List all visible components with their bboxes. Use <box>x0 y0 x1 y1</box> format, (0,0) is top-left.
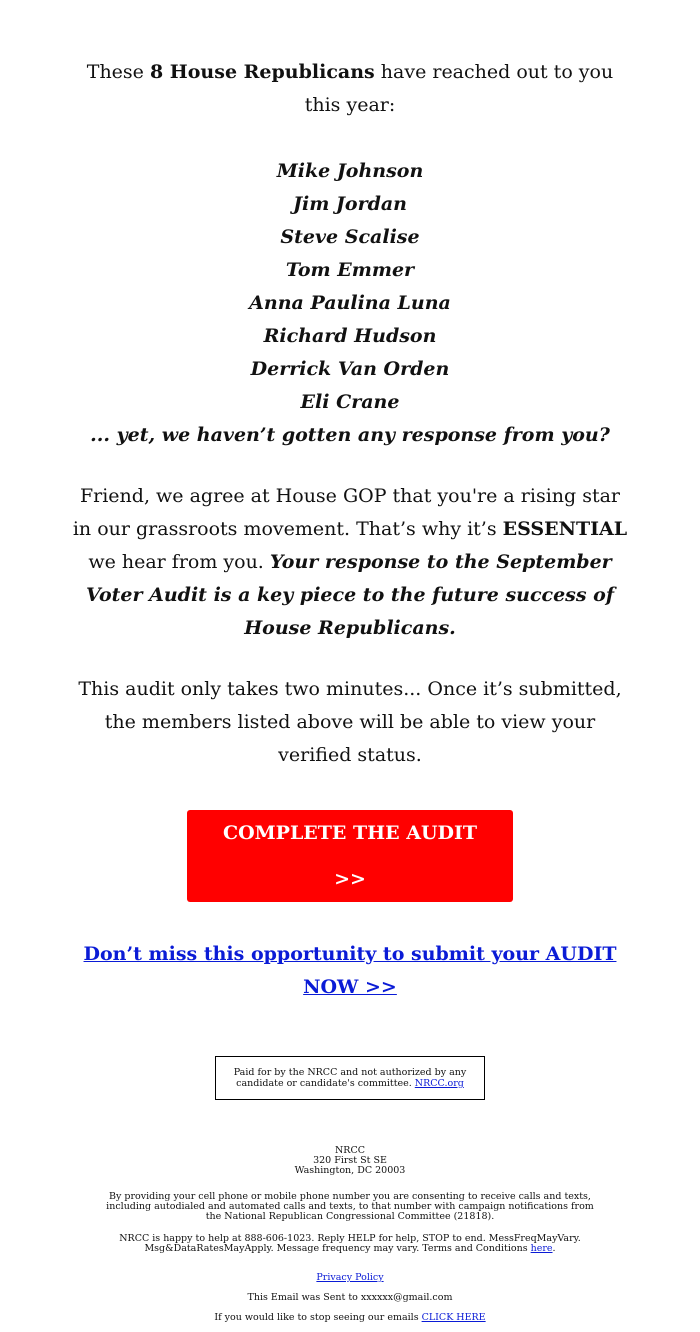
member-name: Tom Emmer <box>285 259 415 281</box>
nrcc-site-link[interactable]: NRCC.org <box>414 1078 464 1089</box>
paid-for-disclaimer <box>215 1056 485 1100</box>
member-name: Richard Hudson <box>263 325 437 347</box>
address-street: 320 First St SE <box>313 1155 387 1166</box>
complete-audit-button[interactable]: COMPLETE THE AUDIT >> <box>187 810 513 902</box>
intro-paragraph <box>70 56 630 122</box>
mailing-address <box>70 1146 630 1176</box>
terms-link[interactable]: here <box>530 1243 553 1254</box>
friend-paragraph <box>70 480 630 645</box>
address-org: NRCC <box>334 1145 365 1156</box>
unsubscribe-text: If you would like to stop seeing our emails <box>214 1312 422 1323</box>
unsubscribe-row <box>70 1313 630 1323</box>
member-name: Jim Jordan <box>292 193 407 215</box>
privacy-policy-link[interactable]: Privacy Policy <box>316 1272 384 1283</box>
friend-text-2: we hear from you. <box>88 551 270 573</box>
audit-importance-text: Your response to the September Voter Audit is a key piece to the future success of House Republicans. <box>85 551 615 639</box>
response-question: ... yet, we haven’t gotten any response from you? <box>90 424 610 446</box>
unsubscribe-link[interactable]: CLICK HERE <box>421 1312 486 1323</box>
member-name: Steve Scalise <box>280 226 420 248</box>
sent-to-text: This Email was Sent to xxxxxx@gmail.com <box>247 1292 453 1303</box>
essential-text: ESSENTIAL <box>502 518 628 540</box>
intro-suffix: have reached out to you this year: <box>304 61 614 116</box>
friend-text-1: Friend, we agree at House GOP that you're a rising star in our grassroots movement. That’s why it’s <box>72 485 621 540</box>
intro-prefix: These <box>86 61 150 83</box>
address-city: Washington, DC 20003 <box>294 1165 406 1176</box>
sms-consent-text: By providing your cell phone or mobile phone number you are consenting to receive calls and texts, including autodialed and automated calls and texts, to that number with campaign notifications from the National Republican Congressional Committee (21818). <box>106 1191 594 1222</box>
email-body <box>70 0 630 1323</box>
member-list <box>70 155 630 452</box>
intro-count: 8 House Republicans <box>149 61 375 83</box>
audit-link-paragraph <box>70 938 630 1004</box>
member-name: Anna Paulina Luna <box>249 292 451 314</box>
member-name: Derrick Van Orden <box>250 358 450 380</box>
sms-help-text: NRCC is happy to help at 888-606-1023. Reply HELP for help, STOP to end. MessFreqMayVary. Msg&DataRatesMayApply. Message frequency may vary. Terms and Conditions here. <box>119 1233 581 1254</box>
submit-audit-link[interactable]: Don’t miss this opportunity to submit your AUDIT NOW >> <box>83 943 617 998</box>
member-name: Mike Johnson <box>276 160 424 182</box>
audit-paragraph: This audit only takes two minutes... Once it’s submitted, the members listed above will be able to view your verified status. <box>78 678 622 766</box>
disclaimer-text: Paid for by the NRCC and not authorized by any candidate or candidate's committee. <box>233 1067 467 1089</box>
help-text: NRCC is happy to help at 888-606-1023. Reply HELP for help, STOP to end. MessFreqMayVary. Msg&DataRatesMayApply. Message frequency may vary. Terms and Conditions <box>119 1233 581 1254</box>
privacy-row <box>70 1273 630 1283</box>
member-name: Eli Crane <box>300 391 400 413</box>
